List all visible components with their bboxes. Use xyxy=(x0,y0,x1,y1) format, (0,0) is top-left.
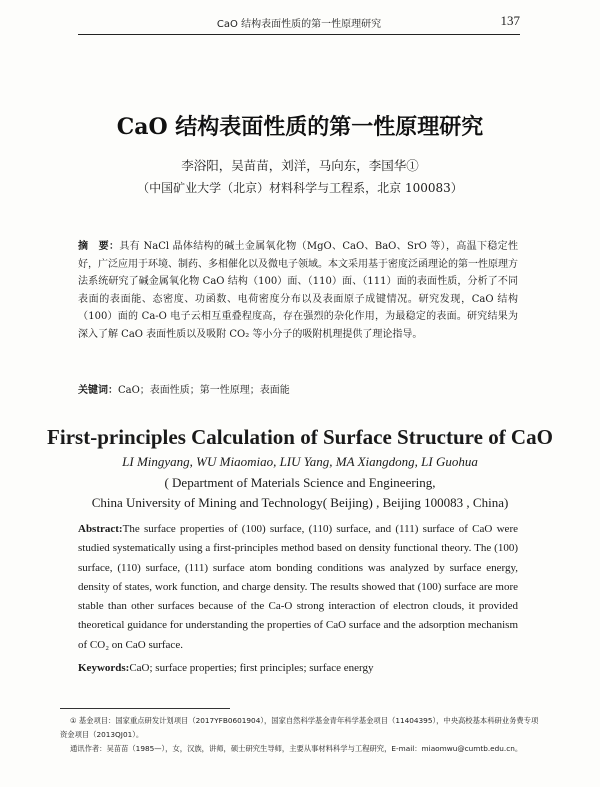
chinese-abstract-label: 摘 要： xyxy=(78,241,120,252)
english-keywords xyxy=(78,662,518,674)
chinese-keywords xyxy=(78,381,518,396)
english-title: First-principles Calculation of Surface Structure of CaO xyxy=(47,425,553,449)
english-affiliation-line1: ( Department of Materials Science and Engineering, xyxy=(164,475,436,490)
chinese-abstract-text: 具有 NaCl 晶体结构的碱土金属氧化物（MgO、CaO、BaO、SrO 等），高温下稳定性好，广泛应用于环境、制药、多相催化以及微电子领域。本文采用基于密度泛函理论的第一性原理方法系统研究了碱金属氧化物 CaO 结构（100）面、（110）面、（111）面的表面性质，分析了不同表面的表面能、态密度、功函数、电荷密度分布以及表面原子成键情况。研究发现，CaO 结构（100）面的 Ca-O 电子云相互重叠程度高，存在强烈的杂化作用，为最稳定的表面。研究结果为深入了解 CaO 表面性质以及吸附 CO₂ 等小分子的吸附机理提供了理论指导。 xyxy=(78,241,518,340)
footnote-fund: ① 基金项目：国家重点研发计划项目（2017YFB0601904），国家自然科学基金青年科学基金项目（11404395），中央高校基本科研业务费专项资金项目（2013QJ01）。 xyxy=(60,716,539,739)
page-number: 137 xyxy=(500,13,520,28)
english-keywords-label: Keywords: xyxy=(78,662,130,674)
english-affiliation-line2: China University of Mining and Technology( Beijing) , Beijing 100083 , China) xyxy=(91,495,509,510)
english-keywords-text: CaO; surface properties; first principles; surface energy xyxy=(129,662,374,674)
chinese-keywords-label: 关键词： xyxy=(78,385,118,396)
footnote-author: 通讯作者：吴苗苗（1985—），女，汉族，讲师，硕士研究生导师，主要从事材料科学与工程研究，E-mail：miaomwu@cumtb.edu.cn。 xyxy=(70,744,523,753)
chinese-abstract xyxy=(78,238,518,343)
english-abstract-label: Abstract: xyxy=(78,523,123,535)
english-abstract xyxy=(78,520,518,655)
chinese-affiliation: （中国矿业大学（北京）材料科学与工程系，北京 100083） xyxy=(137,181,463,195)
english-authors: LI Mingyang, WU Miaomiao, LIU Yang, MA Xiangdong, LI Guohua xyxy=(122,454,478,469)
running-header xyxy=(78,12,520,35)
chinese-authors: 李浴阳，吴苗苗，刘洋，马向东，李国华① xyxy=(181,158,419,173)
running-title: CaO 结构表面性质的第一性原理研究 xyxy=(216,19,382,30)
footnote-divider xyxy=(60,708,230,709)
footnotes xyxy=(60,714,540,756)
chinese-title: CaO 结构表面性质的第一性原理研究 xyxy=(116,114,484,140)
chinese-keywords-text: CaO；表面性质；第一性原理；表面能 xyxy=(118,385,290,396)
english-abstract-text: The surface properties of (100) surface, (110) surface, and (111) surface of CaO were studied systematically using a first-principles method based on density functional theory. The (100) surface, (110) surface, (111) surface atom bonding conditions was analyzed by surface energy, density of states, work function, and charge density. The results showed that (100) surface are more stable than other surfaces because of the Ca-O strong interaction of electron clouds, it provided theoretical guidance for understanding the properties of CaO surface and the adsorption mechanism of CO₂ on CaO surface. xyxy=(78,523,518,651)
